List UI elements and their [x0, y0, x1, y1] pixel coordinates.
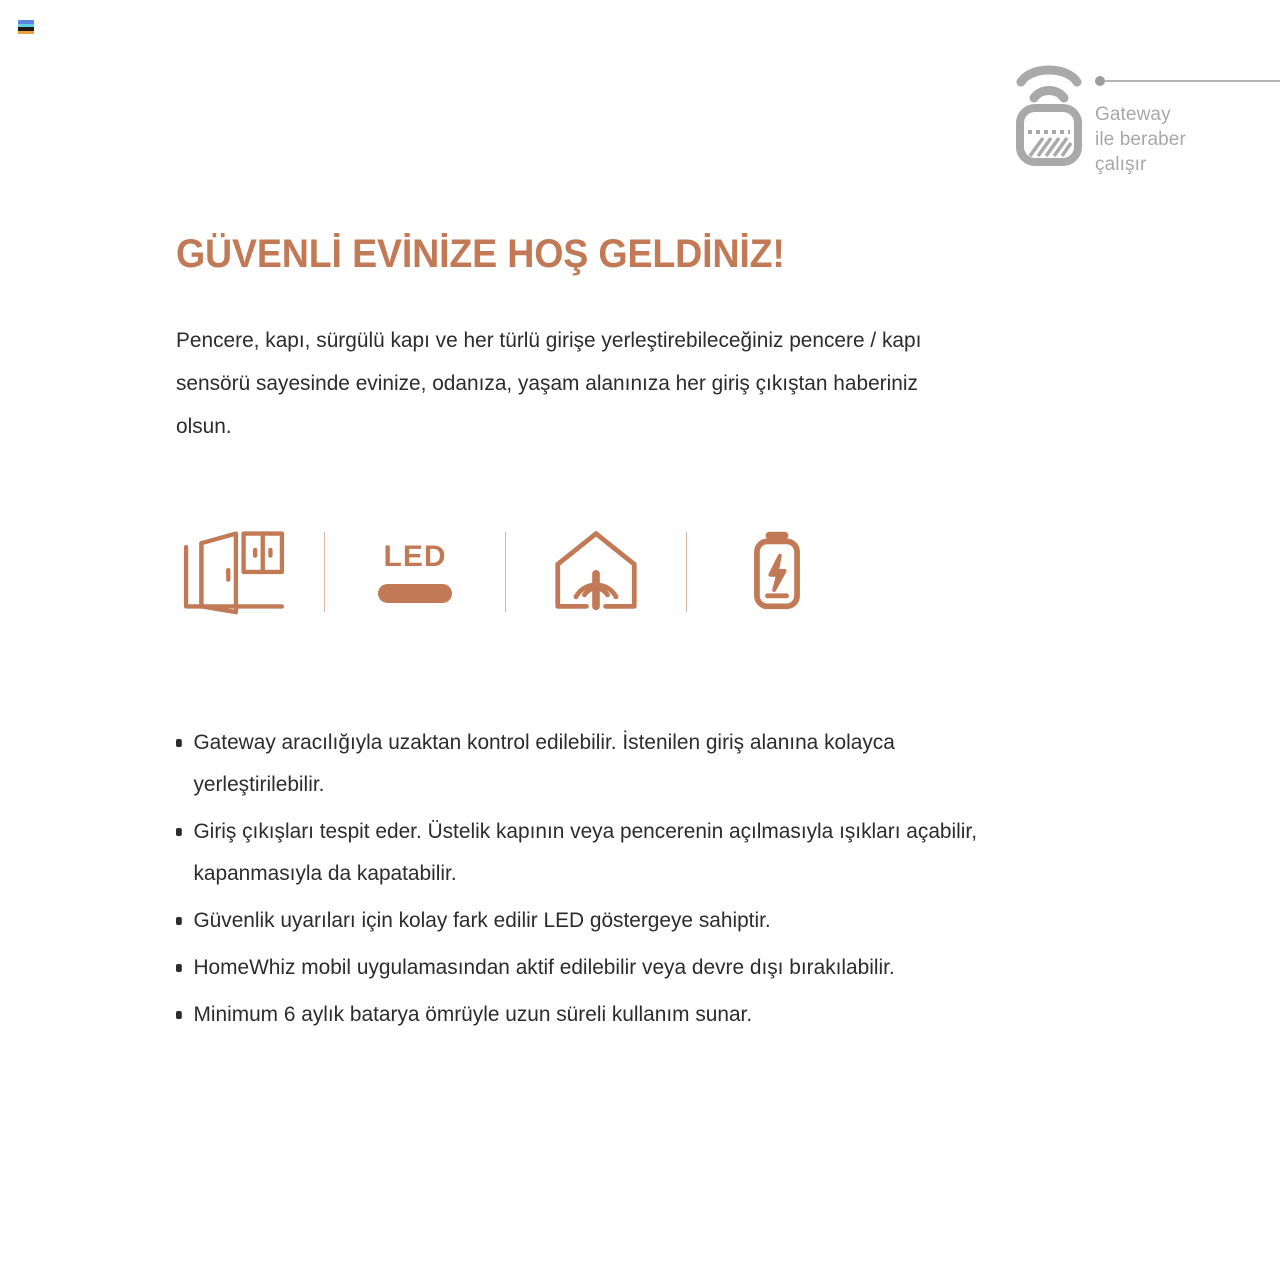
- page-title: GÜVENLİ EVİNİZE HOŞ GELDİNİZ!: [176, 232, 785, 276]
- led-bar: [378, 584, 452, 603]
- feature-icon-row: [176, 448, 1186, 622]
- feature-smart-home-signal: [538, 522, 654, 622]
- led-label: LED: [383, 539, 447, 573]
- gateway-badge-line-3: çalışır: [1095, 154, 1147, 176]
- main-content: [176, 0, 1186, 1040]
- list-item: Gateway aracılığıyla uzaktan kontrol edilebilir. İstenilen giriş alanına kolayca yerleştirilebilir.: [176, 722, 981, 806]
- battery-charge-icon: [750, 527, 804, 618]
- feature-open-door-window: [176, 522, 292, 622]
- open-door-window-icon: [180, 524, 288, 621]
- feature-divider: [505, 532, 506, 612]
- gateway-badge-line-1: Gateway: [1095, 104, 1171, 125]
- feature-divider: [324, 532, 325, 612]
- feature-bullet-list: [176, 622, 1006, 1035]
- list-item: HomeWhiz mobil uygulamasından aktif edilebilir veya devre dışı bırakılabilir.: [176, 947, 981, 989]
- list-item: Giriş çıkışları tespit eder. Üstelik kapının veya pencerenin açılmasıyla ışıkları açabilir, kapanmasıyla da kapatabilir.: [176, 811, 981, 895]
- list-item: Minimum 6 aylık batarya ömrüyle uzun süreli kullanım sunar.: [176, 994, 981, 1036]
- feature-divider: [686, 532, 687, 612]
- smart-home-signal-icon: [550, 526, 642, 619]
- led-indicator-icon: [378, 539, 452, 603]
- color-bars-mark-icon: [18, 20, 34, 34]
- gateway-badge-line-2: ile beraber: [1095, 129, 1186, 151]
- intro-paragraph: Pencere, kapı, sürgülü kapı ve her türlü girişe yerleştirebileceğiniz pencere / kapı sensörü sayesinde evinize, odanıza, yaşam alanınıza her giriş çıkıştan haberiniz olsun.: [176, 328, 922, 438]
- feature-battery: [719, 522, 835, 622]
- list-item: Güvenlik uyarıları için kolay fark edilir LED göstergeye sahiptir.: [176, 900, 981, 942]
- feature-led-indicator: [357, 522, 473, 622]
